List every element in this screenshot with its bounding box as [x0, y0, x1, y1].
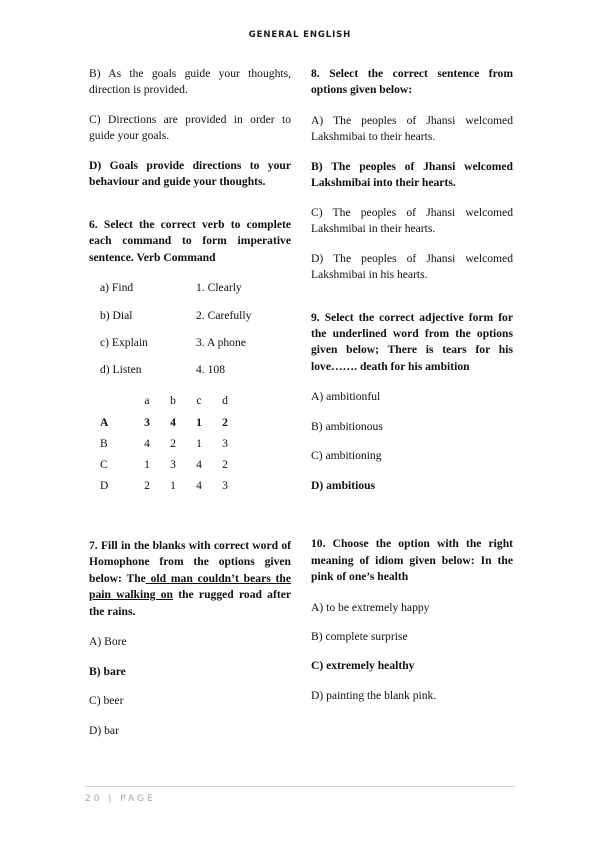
matrix-row-label: A: [100, 415, 109, 429]
table-row: [100, 454, 238, 475]
spacer: [89, 496, 291, 538]
matrix-row-label: C: [100, 457, 108, 471]
match-left-item: a) Find: [100, 281, 134, 295]
matrix-cell: 4: [196, 478, 202, 492]
question-10-option-d: D) painting the blank pink.: [311, 688, 437, 702]
table-row: [100, 475, 238, 496]
question-9: [311, 310, 513, 495]
question-8: [311, 66, 513, 284]
question-10-option-c: C) extremely healthy: [311, 659, 415, 673]
matrix-cell: 4: [196, 457, 202, 471]
carryover-option-b: B) As the goals guide your thoughts, direction is provided.: [89, 67, 291, 97]
matrix-cell: 2: [170, 436, 176, 450]
question-9-option-b: B) ambitionous: [311, 419, 383, 433]
list-item: [89, 362, 291, 378]
table-row: [100, 433, 238, 454]
carryover-option-d: D) Goals provide directions to your behaviour and guide your thoughts.: [89, 158, 291, 189]
matrix-cell: 3: [222, 478, 228, 492]
question-7-option-c: C) beer: [89, 694, 124, 708]
question-10-option-b: B) complete surprise: [311, 629, 408, 643]
question-10-stem: 10. Choose the option with the right meaning of idiom given below: In the pink of one’s health: [311, 537, 513, 584]
matrix-cell: 1: [144, 457, 150, 471]
matrix-cell: 1: [170, 478, 176, 492]
matrix-cell: 3: [222, 436, 228, 450]
question-6: [89, 217, 291, 496]
question-7-stem-part1: 7. Fill in the blanks with correct word of Homophone from the options given below: The: [89, 538, 291, 585]
question-7: [89, 538, 291, 739]
match-right-item: 4. 108: [196, 363, 225, 377]
question-7-option-d: D) bar: [89, 723, 119, 737]
matrix-cell: 2: [222, 415, 228, 429]
page-running-header: GENERAL ENGLISH: [248, 30, 352, 40]
matrix-col-header: d: [222, 393, 228, 407]
question-7-option-a: A) Bore: [89, 635, 127, 649]
question-6-answer-matrix: [100, 390, 238, 496]
spacer: [311, 494, 513, 536]
footer-divider: [85, 786, 515, 787]
carryover-option-c: C) Directions are provided in order to guide your goals.: [89, 112, 291, 143]
question-9-option-c: C) ambitioning: [311, 449, 382, 463]
question-8-option-b: B) The peoples of Jhansi welcomed Lakshmibai into their hearts.: [311, 159, 513, 190]
list-item: [89, 335, 291, 351]
question-8-stem: 8. Select the correct sentence from options given below:: [311, 67, 513, 97]
matrix-cell: 1: [196, 436, 202, 450]
page-number-label: 20 | PAGE: [85, 794, 156, 804]
left-column: [89, 66, 291, 739]
match-left-item: d) Listen: [100, 363, 142, 377]
matrix-corner-cell: [100, 390, 134, 412]
question-7-stem: [89, 538, 291, 620]
question-7-stem-underlined: old man couldn’t bears the pain walking on: [89, 571, 291, 602]
spacer: [89, 191, 291, 217]
match-right-item: 2. Carefully: [196, 308, 252, 322]
matrix-row-label: D: [100, 478, 109, 492]
matrix-col-header: a: [144, 393, 150, 407]
match-left-item: b) Dial: [100, 308, 133, 322]
carryover-options-group: [89, 66, 291, 191]
table-row: [100, 412, 238, 433]
list-item: [89, 280, 291, 296]
question-7-option-b: B) bare: [89, 664, 126, 678]
list-item: [89, 308, 291, 324]
matrix-col-header: c: [196, 393, 202, 407]
question-9-option-d: D) ambitious: [311, 478, 376, 492]
matrix-cell: 2: [144, 478, 150, 492]
matrix-cell: 3: [170, 457, 176, 471]
question-6-stem: 6. Select the correct verb to complete each command to form imperative sentence. Verb Command: [89, 217, 291, 264]
matrix-cell: 2: [222, 457, 228, 471]
question-8-option-d: D) The peoples of Jhansi welcomed Lakshmibai in his hearts.: [311, 251, 513, 282]
question-10: [311, 536, 513, 704]
question-6-matching-list: [89, 280, 291, 379]
matrix-col-header: b: [170, 393, 176, 407]
right-column: [311, 66, 513, 704]
question-7-stem-part2: the rugged road after the rains.: [89, 588, 291, 618]
page-body: [89, 66, 514, 766]
question-9-stem: 9. Select the correct adjective form for the underlined word from the options given below; There is tears for his love……. death for his ambition: [311, 310, 513, 373]
question-9-option-a: A) ambitionful: [311, 390, 381, 404]
matrix-cell: 1: [196, 415, 202, 429]
question-10-option-a: A) to be extremely happy: [311, 600, 430, 614]
matrix-row-label: B: [100, 436, 108, 450]
table-header-row: [100, 390, 238, 412]
match-left-item: c) Explain: [100, 335, 148, 349]
question-8-option-c: C) The peoples of Jhansi welcomed Lakshmibai in their hearts.: [311, 205, 513, 236]
page-footer: [85, 786, 515, 804]
matrix-cell: 3: [144, 415, 150, 429]
matrix-cell: 4: [144, 436, 150, 450]
match-right-item: 1. Clearly: [196, 281, 242, 295]
question-8-option-a: A) The peoples of Jhansi welcomed Lakshmibai to their hearts.: [311, 113, 513, 144]
match-right-item: 3. A phone: [196, 335, 246, 349]
spacer: [311, 284, 513, 310]
matrix-cell: 4: [170, 415, 176, 429]
